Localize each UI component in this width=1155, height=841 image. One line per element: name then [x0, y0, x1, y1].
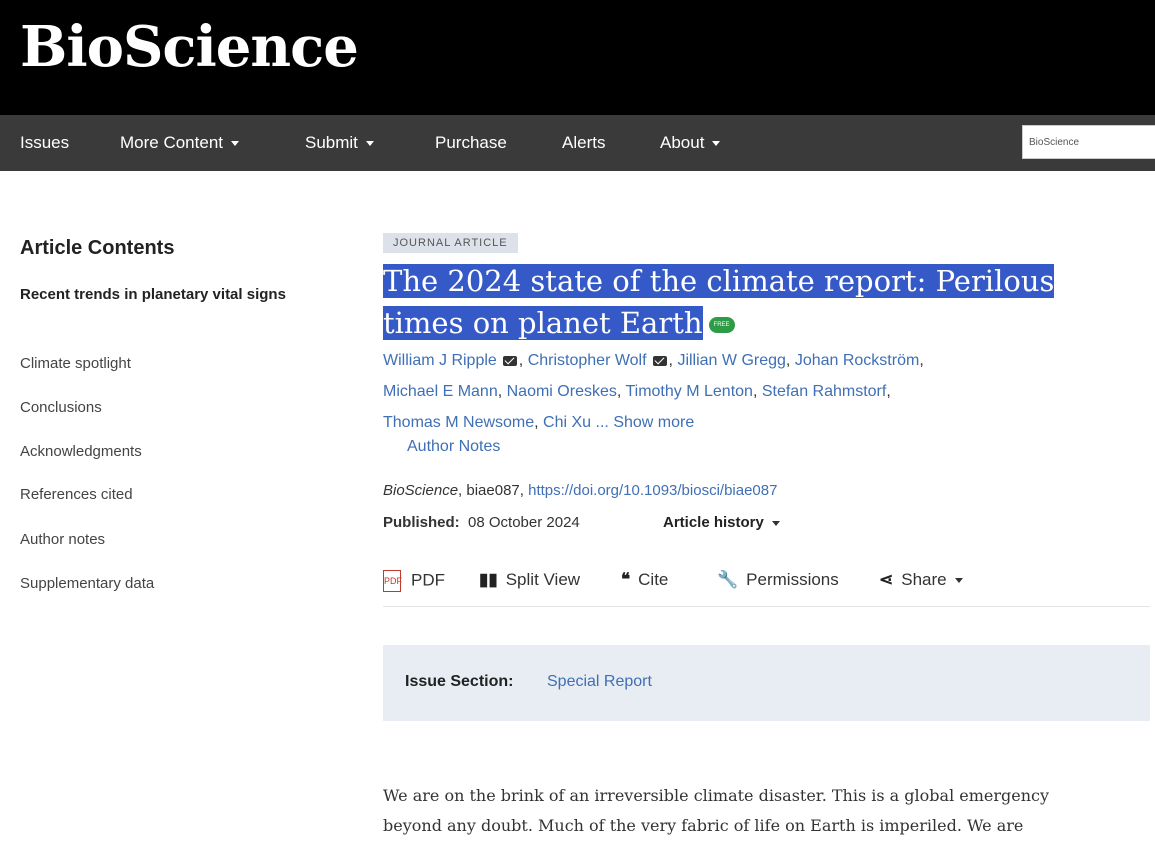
share-button[interactable]: [879, 570, 963, 590]
author-notes-link[interactable]: Author Notes: [407, 438, 501, 455]
show-more-link[interactable]: ... Show more: [595, 414, 695, 431]
pdf-button[interactable]: [383, 570, 445, 592]
nav-alerts-label: Alerts: [562, 133, 606, 152]
toc-item-acknowledgments[interactable]: Acknowledgments: [20, 443, 142, 460]
site-logo[interactable]: BioScience: [20, 14, 358, 80]
toc-item-recent-trends[interactable]: Recent trends in planetary vital signs: [20, 286, 286, 303]
article-toolbar: [383, 562, 1150, 607]
email-icon[interactable]: [653, 356, 667, 366]
author-link[interactable]: Michael E Mann: [383, 383, 498, 400]
author-link[interactable]: Thomas M Newsome: [383, 414, 535, 431]
article-history-label: Article history: [663, 514, 764, 531]
chevron-down-icon: [772, 521, 780, 526]
wrench-icon: 🔧: [717, 570, 739, 589]
toc-item-climate-spotlight[interactable]: Climate spotlight: [20, 355, 131, 372]
author-link[interactable]: William J Ripple: [383, 352, 497, 369]
search-input[interactable]: [1022, 125, 1155, 159]
main-nav: [0, 115, 1155, 171]
masthead: [0, 0, 1155, 115]
nav-issues-label: Issues: [20, 133, 70, 152]
published-date: 08 October 2024: [468, 514, 580, 531]
pdf-label: PDF: [411, 570, 445, 590]
nav-more-content-label: More Content: [120, 133, 223, 152]
toc-item-supplementary[interactable]: Supplementary data: [20, 575, 155, 592]
permissions-label: Permissions: [746, 570, 839, 589]
article-type-badge: JOURNAL ARTICLE: [383, 233, 518, 253]
doi-link[interactable]: https://doi.org/10.1093/biosci/biae087: [528, 482, 778, 499]
journal-name: BioScience: [383, 482, 459, 499]
toc-item-author-notes[interactable]: Author notes: [20, 531, 106, 548]
author-link[interactable]: Timothy M Lenton: [625, 383, 753, 400]
free-access-icon: FREE: [709, 317, 735, 333]
issue-section-label: Issue Section:: [405, 673, 514, 690]
email-icon[interactable]: [503, 356, 517, 366]
nav-about-label: About: [660, 133, 705, 152]
nav-purchase[interactable]: [435, 115, 507, 171]
permissions-button[interactable]: [717, 570, 839, 590]
author-link[interactable]: Naomi Oreskes: [506, 383, 617, 400]
issue-section-box: [383, 645, 1150, 721]
article-title: [383, 260, 1143, 344]
author-link[interactable]: Johan Rockström: [794, 352, 920, 369]
nav-alerts[interactable]: [562, 115, 605, 171]
article-history-toggle[interactable]: [663, 514, 780, 531]
published-line: [383, 514, 580, 531]
nav-purchase-label: Purchase: [435, 133, 507, 152]
author-list: William J Ripple , Christopher Wolf , Jillian W Gregg, Johan Rockström, Michael E Mann, Naomi Oreskes, Timothy M Lenton, Stefan Rahmstorf, Thomas M Newsome, Chi Xu ... Show more: [383, 352, 924, 431]
toc-item-references[interactable]: References cited: [20, 486, 133, 503]
issue-section-link[interactable]: Special Report: [547, 673, 652, 690]
split-view-icon: ▮▮: [479, 570, 498, 589]
share-icon: ⋖: [879, 570, 894, 589]
author-link[interactable]: Christopher Wolf: [527, 352, 647, 369]
nav-submit-label: Submit: [305, 133, 358, 152]
nav-about[interactable]: [660, 115, 720, 171]
author-link[interactable]: Jillian W Gregg: [677, 352, 786, 369]
chevron-down-icon: [231, 141, 239, 146]
author-link[interactable]: Chi Xu: [543, 414, 592, 431]
share-label: Share: [901, 570, 947, 589]
cite-label: Cite: [638, 570, 669, 589]
toc-title: Article Contents: [20, 237, 175, 259]
pdf-icon: PDF: [383, 570, 401, 592]
nav-issues[interactable]: [20, 115, 69, 171]
split-view-label: Split View: [505, 570, 581, 589]
article-id: , biae087,: [458, 482, 529, 499]
author-link[interactable]: Stefan Rahmstorf: [761, 383, 887, 400]
chevron-down-icon: [366, 141, 374, 146]
nav-submit[interactable]: [305, 115, 374, 171]
published-label: Published:: [383, 514, 460, 531]
chevron-down-icon: [955, 578, 963, 583]
article-title-text: The 2024 state of the climate report: Perilous times on planet Earth: [383, 264, 1055, 340]
nav-more-content[interactable]: [120, 115, 239, 171]
toc-item-conclusions[interactable]: Conclusions: [20, 399, 102, 416]
split-view-button[interactable]: [479, 570, 580, 590]
quote-icon: ❝: [621, 570, 631, 589]
citation-line: [383, 482, 777, 499]
cite-button[interactable]: [621, 570, 668, 590]
abstract-text: We are on the brink of an irreversible climate disaster. This is a global emergency beyond any doubt. Much of the very fabric of life on Earth is imperiled. We are: [383, 786, 1050, 835]
chevron-down-icon: [712, 141, 720, 146]
